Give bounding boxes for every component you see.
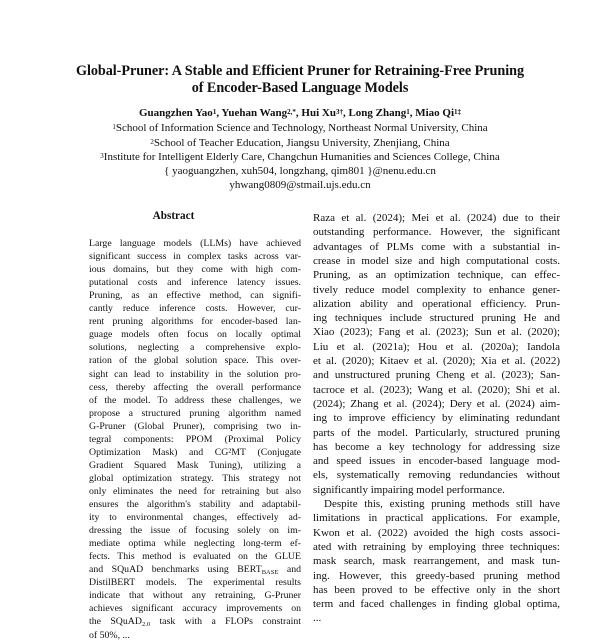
affiliation-3 xyxy=(40,150,560,164)
body-text-line: tacroce et al. (2023); Wang et al. (2020); Shi et al. xyxy=(313,383,560,396)
body-text-line: and speed issues in encoder-based language mod- xyxy=(313,455,560,468)
author-mark: 1 xyxy=(406,108,410,116)
body-text-line: Raza et al. (2024); Mei et al. (2024) due to their xyxy=(313,212,560,224)
author-mark: 1 xyxy=(212,108,217,116)
author-list: Guangzhen Yao$^1$, Yuehan Wang$^{2,*}$, Hui $Xu^{3\dagger}$, Long Zhang$^1$, Miao $Qi^{1\ddagger}$ xyxy=(138,107,462,119)
abstract-line: tegral components: PPOM (Proximal Policy xyxy=(89,433,301,445)
email-line-2: yhwang0809@stmail.ujs.edu.cn xyxy=(229,179,371,191)
body-text-line: Xiao (2023); Fang et al. (2023); Sun et al. (2020); xyxy=(313,326,560,339)
abstract-line: mediate optima while neglecting long-term ef- xyxy=(89,538,301,550)
affiliation-text: School of Teacher Education, Jiangsu University, Zhenjiang, China xyxy=(153,137,450,149)
body-text-line: outstanding performance. However, the significant xyxy=(313,226,560,239)
body-text-line: and unstructured pruning Cheng et al. (2023); San- xyxy=(313,369,560,382)
abstract-line: guage models often focus on locally optimal xyxy=(89,329,301,341)
affiliation-2 xyxy=(40,136,560,150)
author-name: Guangzhen Yao xyxy=(138,107,213,119)
body-text-line: Despite this, existing pruning methods still have xyxy=(324,498,560,510)
abstract-line: fects. This method is evaluated on the GLUE xyxy=(89,551,301,563)
abstract-line: ity to environmental changes, effectively ad- xyxy=(89,512,301,524)
body-text-line: Pruning, as an optimization technique, can effec- xyxy=(313,269,560,282)
abstract-line: Optimization Mask) and CG²MT (Conjugate xyxy=(89,446,301,458)
affiliation-mark: 2 xyxy=(150,138,154,146)
abstract-heading: Abstract xyxy=(152,210,195,222)
abstract-line: cess, thereby affecting the overall performance xyxy=(89,381,301,393)
body-text-line: has been proved to be effective only in the short xyxy=(313,583,560,596)
abstract-line: solutions, neglecting a comprehensive explo- xyxy=(89,342,301,354)
affiliation-mark: 3 xyxy=(100,152,104,160)
body-text-line: ing. However, this greedy-based pruning method xyxy=(313,569,560,582)
abstract-line: Large language models (LLMs) have achieved xyxy=(89,238,301,249)
body-text-line: parts of the model. Particularly, structured pruning xyxy=(313,426,560,439)
abstract-line: propose a structured pruning algorithm named xyxy=(89,407,301,419)
author-name: Hui Xu xyxy=(301,107,336,119)
author-mark: 3† xyxy=(335,108,343,116)
body-text-line: crease in model size and high computational costs. xyxy=(313,254,560,267)
affiliation-text: School of Information Science and Technology, Northeast Normal University, China xyxy=(115,122,488,134)
abstract-line: dressing the issue of focusing solely on im- xyxy=(89,525,301,537)
abstract-line: the SQuAD$_{2.0}$ task with a FLOPs constraint xyxy=(89,616,301,629)
body-text-line: limitations in practical applications. For example, xyxy=(313,512,560,525)
author-mark: 1‡ xyxy=(454,108,462,116)
body-text-line: has become a key technology for addressing size xyxy=(313,440,560,453)
author-name: Yuehan Wang xyxy=(221,107,288,119)
body-text-line: et al. (2020); Kitaev et al. (2020); Xia et al. (2022) xyxy=(313,355,560,367)
email-line-1: { yaoguangzhen, xuh504, longzhang, qim801 }@nenu.edu.cn xyxy=(164,165,436,177)
affiliation-1 xyxy=(40,121,560,135)
author-mark: 2,* xyxy=(287,108,296,116)
body-text-line: els, systematically removing redundancies without xyxy=(313,469,560,482)
body-text-line: (2024); Zhang et al. (2024); Dery et al. (2024) aim- xyxy=(313,397,560,410)
abstract-line: G-Pruner (Global Pruner), comprising two in- xyxy=(89,420,301,432)
abstract-line: sight can lead to instability in the solution pro- xyxy=(89,368,301,380)
abstract-line: cantly reduce inference costs. However, cur- xyxy=(89,303,301,315)
body-text-line: ing techniques include structured pruning He and xyxy=(313,312,560,325)
abstract-line: DistilBERT models. The experimental results xyxy=(89,577,301,589)
author-name: Miao Qi xyxy=(415,107,455,119)
abstract-line: only eliminates the need for retraining but also xyxy=(89,485,301,497)
abstract-line: ensures the algorithm's stability and adaptabil- xyxy=(89,499,301,510)
body-text-line: Kwon et al. (2022) avoided the high costs associ- xyxy=(313,526,560,539)
abstract-line: of 50%, ... xyxy=(89,629,130,641)
abstract-line: ration of the global solution space. This over- xyxy=(89,355,301,367)
abstract-line: indicate that without any retraining, G-Pruner xyxy=(89,590,301,602)
body-text-line: ated with retraining by employing three techniques: xyxy=(313,540,560,553)
title-line-2: of Encoder-Based Language Models xyxy=(191,80,409,96)
abstract-line: Gradient Squared Mask Tuning), utilizing a xyxy=(89,459,301,471)
abstract-line: achieves significant accuracy improvements on xyxy=(89,603,301,615)
abstract-line: significant success in complex tasks across var- xyxy=(89,251,301,263)
abstract-line: global optimization strategy. This strategy not xyxy=(89,472,301,484)
abstract-line: putational costs and inference latency issues. xyxy=(89,277,301,289)
paper-title xyxy=(40,63,560,97)
body-text-line: significantly impairing model performance. xyxy=(313,483,505,496)
affiliation-text: Institute for Intelligent Elderly Care, Changchun Humanities and Sciences College, China xyxy=(103,151,500,163)
body-text-line: alization ability and operational efficiency. Prun- xyxy=(313,297,560,310)
body-text-line: advantages of PLMs come with a substantial in- xyxy=(313,240,560,253)
affiliation-mark: 1 xyxy=(112,123,116,131)
title-line-1: Global-Pruner: A Stable and Efficient Pruner for Retraining-Free Pruning xyxy=(75,63,524,79)
body-text-line: tively reduce model complexity to enhance gener- xyxy=(313,283,560,296)
body-text-line: ing to improve efficiency by eliminating redundant xyxy=(313,412,560,425)
abstract-line: ious domains, but they come with high com- xyxy=(89,264,301,276)
body-text-line: term and faced challenges in finding global optima, xyxy=(313,598,560,611)
body-text-line: Liu et al. (2021a); Hou et al. (2020a); Iandola xyxy=(313,340,560,353)
body-text-line: mask search, mask rearrangement, and mask tun- xyxy=(313,555,560,568)
abstract-line: Pruning, as an effective method, can signifi- xyxy=(89,290,301,302)
abstract-line: rent pruning algorithms for encoder-based lan- xyxy=(89,316,301,328)
body-text-line: ... xyxy=(313,612,322,625)
abstract-line: and SQuAD benchmarks using $BERT_{BASE}$ and xyxy=(89,564,301,577)
abstract-line: of the model. To address these challenges, we xyxy=(89,394,301,406)
author-name: Long Zhang xyxy=(348,107,407,119)
